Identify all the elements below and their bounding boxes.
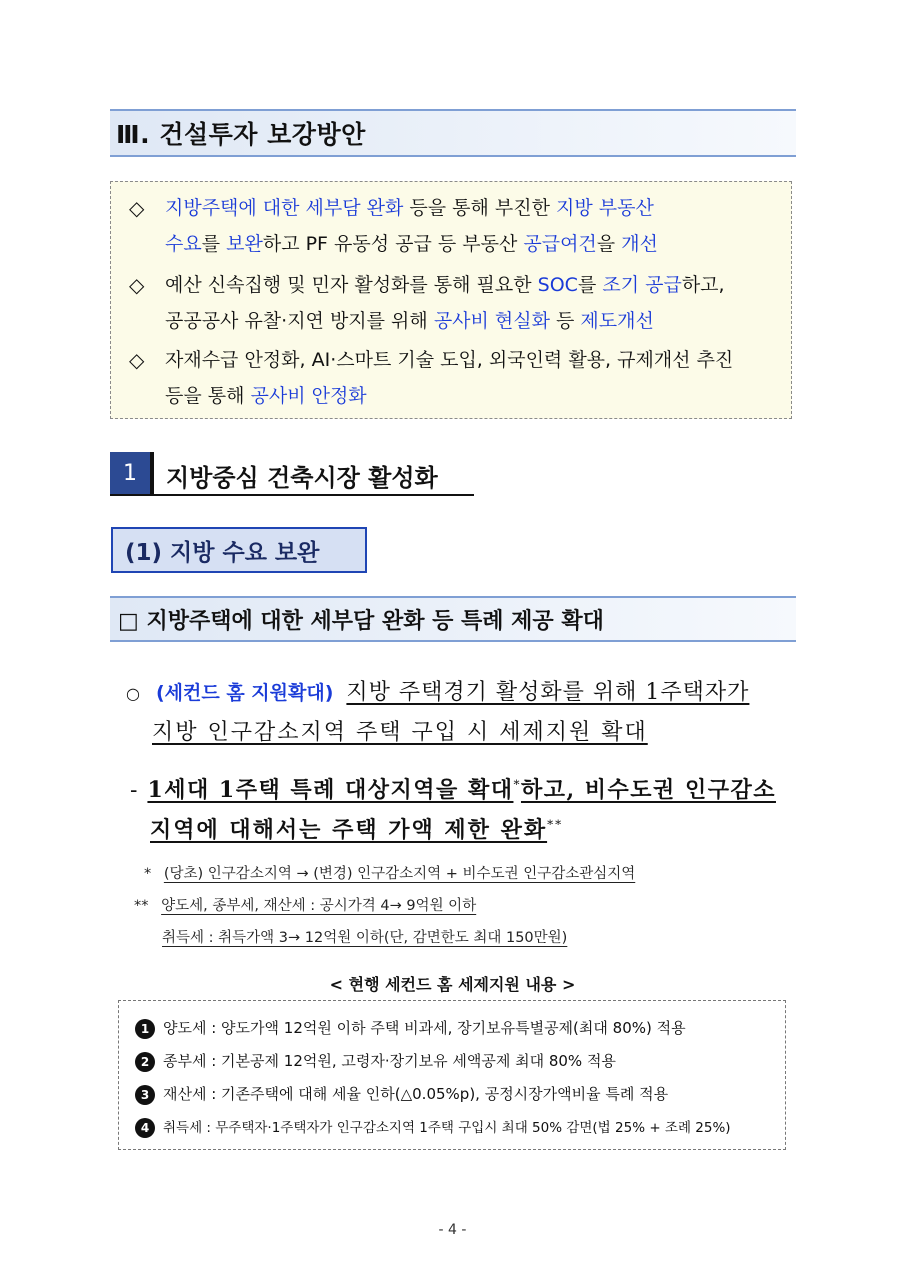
info-text: 양도세 : 양도가액 12억원 이하 주택 비과세, 장기보유특별공제(최대 80%) 적용 [163, 1019, 686, 1037]
info-box [118, 1000, 786, 1150]
note-text: (당초) 인구감소지역 → (변경) 인구감소지역 + 비수도권 인구감소관심지역 [163, 866, 636, 882]
note-2 [134, 894, 476, 915]
summary-text: 하고 PF 유동성 공급 등 부동산 [262, 233, 524, 255]
page-number: - 4 - [438, 1222, 467, 1238]
summary-text: 공사비 안정화 [250, 385, 367, 407]
main-bullet-line1 [126, 675, 749, 706]
summary-text: 자재수급 안정화, AI·스마트 기술 도입, 외국인력 활용, 규제개선 추진 [165, 349, 734, 371]
summary-text: 보완 [226, 233, 263, 255]
summary-line [165, 378, 785, 414]
heading-number-shadow [150, 452, 154, 494]
dash-text: 하고, 비수도권 인구감소 [520, 777, 776, 803]
number-bullet-icon: 1 [135, 1019, 155, 1039]
heading-number: 1 [110, 452, 150, 494]
info-item [135, 1083, 668, 1105]
summary-text: 조기 공급 [602, 274, 682, 296]
note-1 [144, 862, 635, 883]
circle-bullet-icon: ○ [126, 684, 140, 703]
info-item [135, 1050, 616, 1072]
summary-text: 등을 통해 부진한 [403, 197, 557, 219]
diamond-icon: ◇ [129, 348, 145, 372]
diamond-icon: ◇ [129, 196, 145, 220]
number-bullet-icon: 4 [135, 1118, 155, 1138]
dash-text: 지역에 대해서는 주택 가액 제한 완화 [150, 817, 548, 843]
summary-text: 등 [549, 310, 581, 332]
section-header [110, 109, 796, 157]
summary-text: 하고, [681, 274, 725, 296]
dash-marker: - [130, 778, 139, 803]
dash-bullet-line1 [130, 773, 776, 804]
note-text: 취득세 : 취득가액 3→ 12억원 이하(단, 감면한도 최대 150만원) [162, 930, 568, 946]
dash-text: 1세대 1주택 특례 대상지역을 확대 [147, 777, 514, 803]
number-bullet-icon: 3 [135, 1085, 155, 1105]
number-bullet-icon: 2 [135, 1052, 155, 1072]
note-mark: ** [134, 898, 149, 914]
section-title: Ⅲ. 건설투자 보강방안 [116, 120, 366, 149]
summary-text: 를 [577, 274, 603, 296]
summary-line [165, 342, 785, 378]
info-item [135, 1017, 686, 1039]
summary-text: 공사비 현실화 [433, 310, 550, 332]
main-bullet-text: 지방 주택경기 활성화를 위해 1주택자가 [346, 680, 750, 705]
note-mark: * [144, 866, 152, 882]
summary-line [165, 303, 785, 339]
summary-text: 을 [596, 233, 622, 255]
footnote-mark: * [513, 777, 521, 792]
table-title: < 현행 세컨드 홈 세제지원 내용 > [329, 975, 576, 994]
summary-text: 공공공사 유찰·지연 방지를 위해 [165, 310, 434, 332]
summary-text: 수요 [165, 233, 202, 255]
info-text: 재산세 : 기존주택에 대해 세율 인하(△0.05%p), 공정시장가액비율 특례 적용 [163, 1085, 669, 1103]
note-3 [162, 926, 567, 947]
info-item [135, 1116, 731, 1138]
main-bullet-line2: 지방 인구감소지역 주택 구입 시 세제지원 확대 [152, 720, 648, 745]
summary-text: 등을 통해 [165, 385, 251, 407]
dash-bullet-line2 [150, 813, 563, 844]
heading-title: 지방중심 건축시장 활성화 [166, 464, 438, 492]
note-text: 양도세, 종부세, 재산세 : 공시가격 4→ 9억원 이하 [161, 898, 477, 914]
summary-text: 개선 [621, 233, 658, 255]
numbered-heading [110, 452, 474, 496]
summary-text: 를 [201, 233, 227, 255]
topic-band: □ 지방주택에 대한 세부담 완화 등 특례 제공 확대 [110, 596, 796, 642]
info-text: 취득세 : 무주택자·1주택자가 인구감소지역 1주택 구입시 최대 50% 감면(법 25% + 조례 25%) [163, 1120, 731, 1136]
main-bullet-tag: (세컨드 홈 지원확대) [155, 682, 334, 704]
footnote-mark: ** [547, 817, 564, 832]
summary-text: 제도개선 [580, 310, 654, 332]
summary-text: 지방주택에 대한 세부담 완화 [165, 197, 404, 219]
summary-line [165, 267, 785, 303]
diamond-icon: ◇ [129, 273, 145, 297]
summary-text: 예산 신속집행 및 민자 활성화를 통해 필요한 [165, 274, 538, 296]
summary-line [165, 190, 785, 226]
sub-heading: (1) 지방 수요 보완 [111, 527, 367, 573]
summary-box [110, 181, 792, 419]
summary-line [165, 226, 785, 262]
summary-text: SOC [537, 274, 578, 296]
info-text: 종부세 : 기본공제 12억원, 고령자·장기보유 세액공제 최대 80% 적용 [163, 1052, 616, 1070]
summary-text: 지방 부동산 [556, 197, 654, 219]
summary-text: 공급여건 [523, 233, 597, 255]
